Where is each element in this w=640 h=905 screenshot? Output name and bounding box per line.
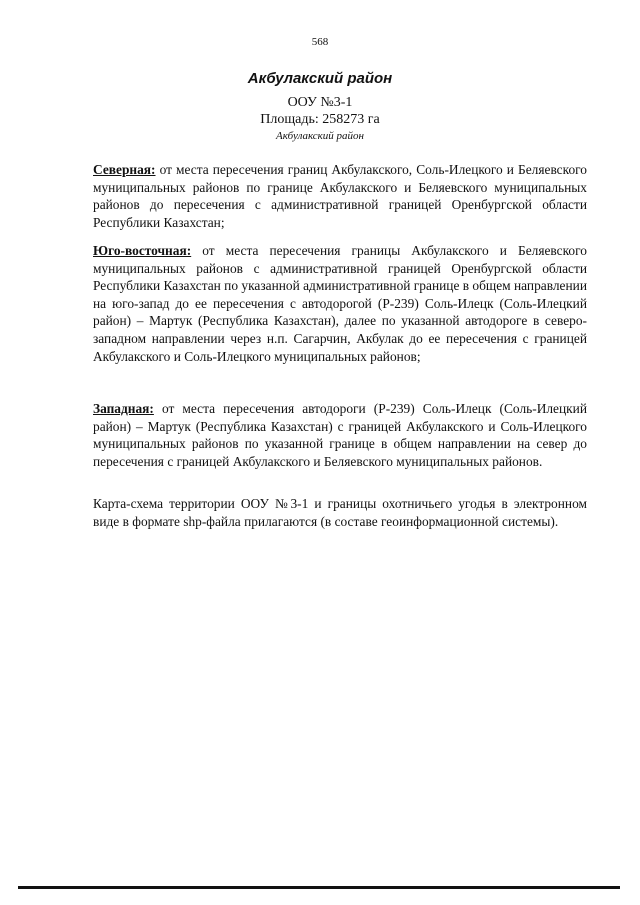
boundary-southeast-paragraph [93, 242, 587, 365]
boundary-north-label: Северная: [93, 162, 156, 177]
region-title: Акбулакский район [247, 70, 393, 87]
boundary-north-paragraph [93, 161, 587, 231]
boundary-west-label: Западная: [93, 401, 154, 416]
boundary-southeast-label: Юго-восточная: [93, 243, 192, 258]
boundary-southeast-text: от места пересечения границы Акбулакского и Беляевского муниципальных районов с административной границей Оренбургской области Республики Казахстан по указанной административной границе в общем направлении на юго-запад до ее пересечения с автодорогой (Р-239) Соль-Илецк (Соль-Илецкий район) – Мартук (Республика Казахстан), далее по указанной автодороге в северо-западном направлении через н.п. Сагарчин, Акбулак до ее пересечения с границей Акбулакского и Соль-Илецкого муниципальных районов; [93, 243, 587, 364]
boundary-west-text: от места пересечения автодороги (Р-239) Соль-Илецк (Соль-Илецкий район) – Мартук (Республика Казахстан) с границей Акбулакского и Соль-Илецкого муниципальных районов по указанной границе в общем направлении на север до пересечения с границей Акбулакского и Беляевского муниципальных районов. [93, 401, 587, 469]
boundary-north-text: от места пересечения границ Акбулакского, Соль-Илецкого и Беляевского муниципальных районов по границе Акбулакского и Беляевского муниципальных районов до пересечения с административной границей Оренбургской области Республики Казахстан; [93, 162, 587, 230]
footer-rule [18, 886, 620, 889]
page-number: 568 [311, 36, 329, 48]
boundary-west-paragraph [93, 400, 587, 470]
hunting-ground-id: ООУ №3-1 [287, 95, 353, 110]
region-subtitle: Акбулакский район [276, 130, 364, 142]
map-note-paragraph: Карта-схема территории ООУ №3-1 и границы охотничьего угодья в электронном виде в формате shp-файла прилагаются (в составе геоинформационной системы). [93, 496, 587, 529]
area-value: Площадь: 258273 га [260, 112, 380, 127]
